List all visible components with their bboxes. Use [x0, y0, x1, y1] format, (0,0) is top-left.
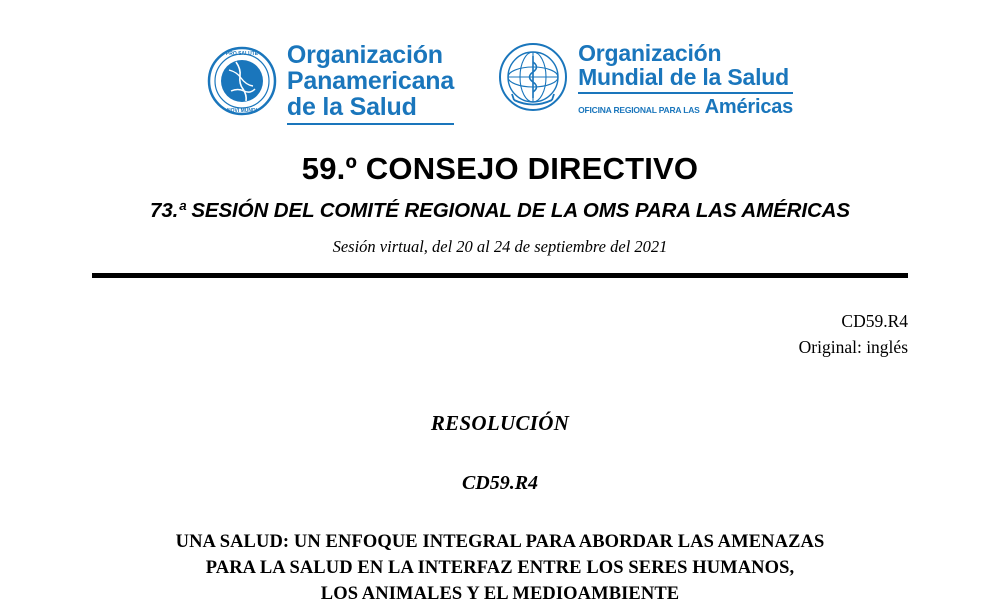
who-logo [498, 42, 793, 118]
document-code: CD59.R4 [0, 308, 908, 334]
who-regional-line [578, 97, 793, 118]
resolution-label: RESOLUCIÓN [0, 411, 1000, 436]
svg-text:PRO SALUTE: PRO SALUTE [226, 51, 259, 57]
page-title: 59.º CONSEJO DIRECTIVO [0, 151, 1000, 187]
logo-band [0, 0, 1000, 125]
resolution-code: CD59.R4 [0, 472, 1000, 495]
committee-subtitle: 73.ª SESIÓN DEL COMITÉ REGIONAL DE LA OMS PARA LAS AMÉRICAS [0, 199, 1000, 223]
paho-logo-text [287, 42, 454, 125]
who-line-2: Mundial de la Salud [578, 66, 793, 90]
paho-line-3: de la Salud [287, 94, 454, 120]
who-underline [578, 92, 793, 94]
document-reference [0, 308, 1000, 361]
resolution-title-line-1: UNA SALUD: UN ENFOQUE INTEGRAL PARA ABORDAR LAS AMENAZAS [0, 529, 1000, 555]
who-logo-text [578, 42, 793, 118]
paho-globe-emblem [207, 46, 277, 121]
horizontal-rule [92, 273, 908, 278]
who-line-1: Organización [578, 42, 793, 66]
paho-line-1: Organización [287, 42, 454, 68]
svg-text:NOVI MUNDI: NOVI MUNDI [227, 108, 258, 114]
resolution-title [0, 529, 1000, 607]
who-rod-of-asclepius-emblem [498, 42, 568, 117]
paho-logo [207, 42, 454, 125]
resolution-title-line-2: PARA LA SALUD EN LA INTERFAZ ENTRE LOS SERES HUMANOS, [0, 555, 1000, 581]
session-dates: Sesión virtual, del 20 al 24 de septiembre del 2021 [0, 237, 1000, 257]
who-regional-prefix: OFICINA REGIONAL PARA LAS [578, 106, 700, 115]
who-regional-region: Américas [705, 97, 793, 118]
resolution-title-line-3: LOS ANIMALES Y EL MEDIOAMBIENTE [0, 581, 1000, 607]
paho-underline [287, 123, 454, 125]
paho-line-2: Panamericana [287, 68, 454, 94]
document-original-language: Original: inglés [0, 334, 908, 360]
